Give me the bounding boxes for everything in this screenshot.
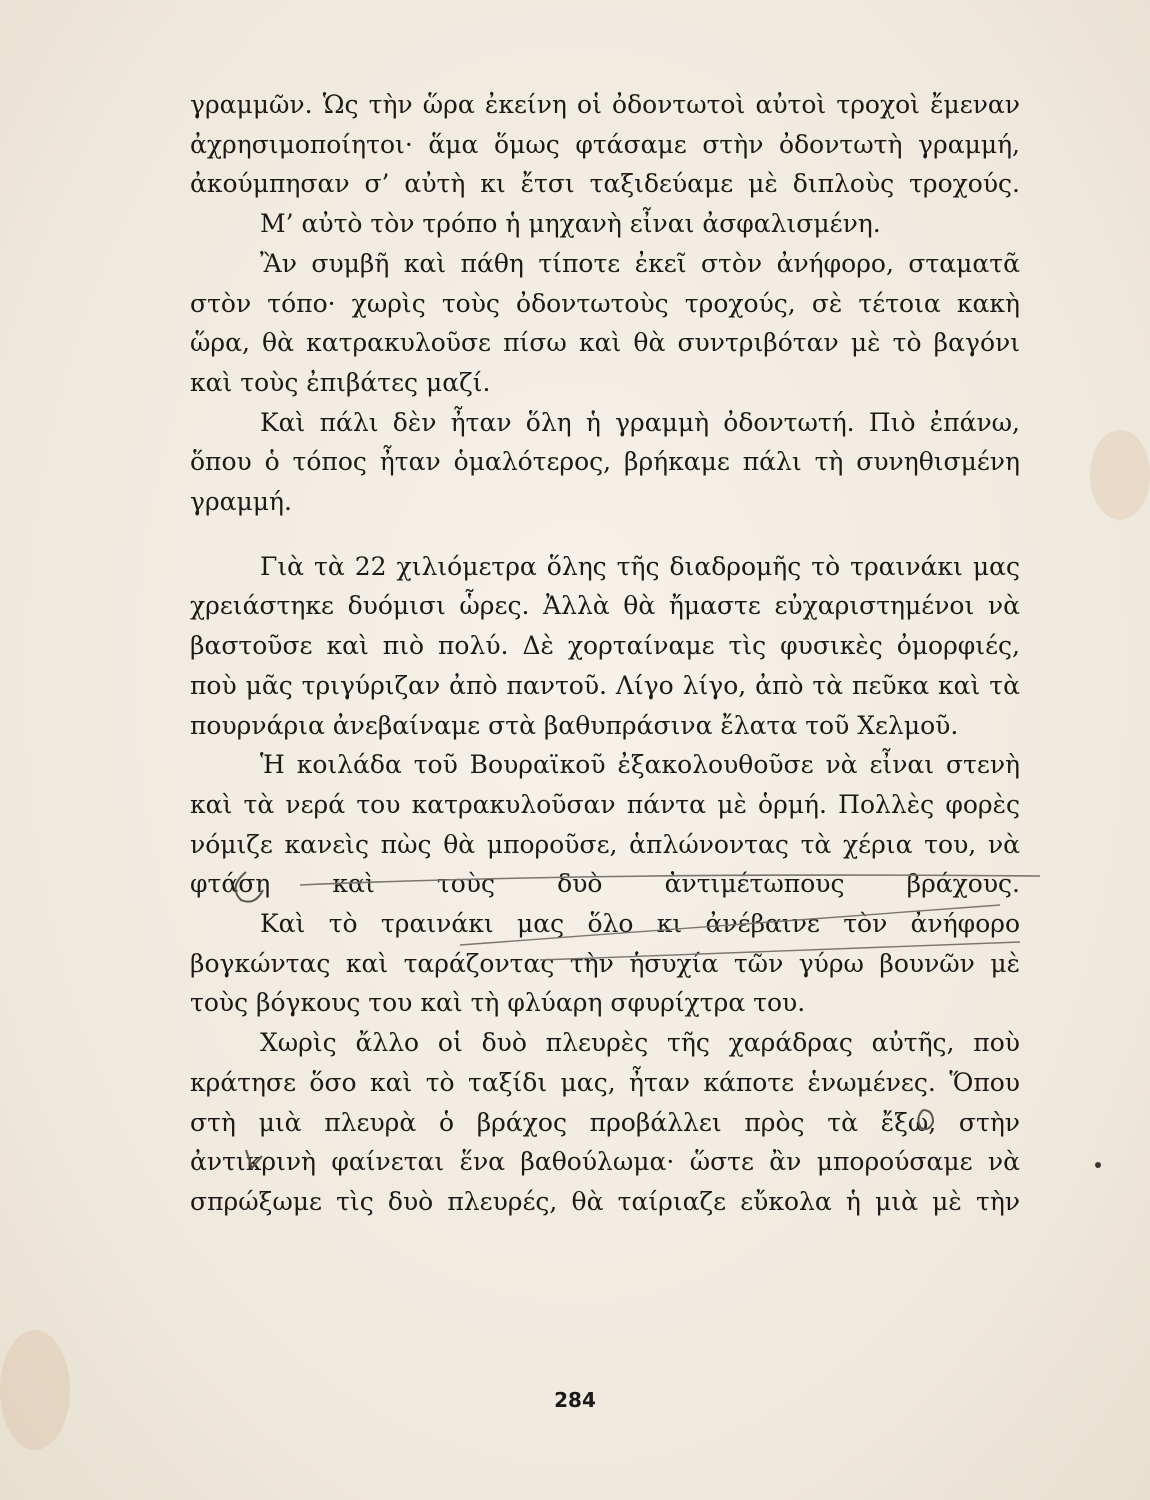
text-column bbox=[190, 85, 1020, 1222]
paragraph: Καὶ τὸ τραινάκι μας ὅλο κι ἀνέβαινε τὸν ἀνήφορο βογκώντας καὶ ταράζοντας τὴν ἡσυχία τῶν γύρω βουνῶν μὲ τοὺς βόγκους του καὶ τὴ φλύαρη σφυρίχτρα του. bbox=[190, 909, 1020, 1018]
paragraph: γραμμῶν. Ὡς τὴν ὥρα ἐκείνη οἱ ὀδοντωτοὶ αὐτοὶ τροχοὶ ἔμεναν ἀχρησιμοποίητοι· ἅμα ὅμως φτάσαμε στὴν ὀδοντωτὴ γραμμή, ἀκούμπησαν σ’ αὐτὴ κι ἔτσι ταξιδεύαμε μὲ διπλοὺς τροχούς. bbox=[190, 90, 1020, 199]
paragraph: Ἡ κοιλάδα τοῦ Βουραϊκοῦ ἐξακολουθοῦσε νὰ εἶναι στενὴ καὶ τὰ νερά του κατρακυλοῦσαν πάντα μὲ ὁρμή. Πολλὲς φορὲς νόμιζε κανεὶς πὼς θὰ μποροῦσε, ἁπλώνοντας τὰ χέρια του, νὰ φτάση καὶ τοὺς δυὸ ἀντιμέτωπους βράχους. bbox=[190, 750, 1020, 899]
paragraph: Μ’ αὐτὸ τὸν τρόπο ἡ μηχανὴ εἶναι ἀσφαλισμένη. bbox=[260, 209, 881, 239]
paragraph-gap bbox=[190, 522, 1020, 547]
paragraph: Γιὰ τὰ 22 χιλιόμετρα ὅλης τῆς διαδρομῆς τὸ τραινάκι μας χρειάστηκε δυόμισι ὧρες. Ἀλλὰ θὰ ἤμαστε εὐχαριστημένοι νὰ βαστοῦσε καὶ πιὸ πολύ. Δὲ χορταίναμε τὶς φυσικὲς ὀμορφιές, ποὺ μᾶς τριγύριζαν ἀπὸ παντοῦ. Λίγο λίγο, ἀπὸ τὰ πεῦκα καὶ τὰ πουρνάρια ἀνεβαίναμε στὰ βαθυπράσινα ἔλατα τοῦ Χελμοῦ. bbox=[190, 551, 1020, 740]
paragraph: Καὶ πάλι δὲν ἦταν ὅλη ἡ γραμμὴ ὀδοντωτή. Πιὸ ἐπάνω, ὅπου ὁ τόπος ἦταν ὁμαλότερος, βρήκαμε πάλι τὴ συνηθισμένη γραμμή. bbox=[190, 407, 1020, 517]
paragraph: Χωρὶς ἄλλο οἱ δυὸ πλευρὲς τῆς χαράδρας αὐτῆς, ποὺ κράτησε ὅσο καὶ τὸ ταξίδι μας, ἦταν κάποτε ἑνωμένες. Ὅπου στὴ μιὰ πλευρὰ ὁ βράχος προβάλλει πρὸς τὰ ἔξω, στὴν ἀντικρινὴ φαίνεται ἕνα βαθούλωμα· ὥστε ἂν μπορούσαμε νὰ σπρώξωμε τὶς δυὸ πλευρές, θὰ ταίριαζε εὔκολα ἡ μιὰ μὲ τὴν bbox=[190, 1028, 1020, 1216]
page-number: 284 bbox=[554, 1388, 596, 1412]
paper-stain bbox=[1090, 430, 1150, 520]
paragraph: Ἂν συμβῆ καὶ πάθη τίποτε ἐκεῖ στὸν ἀνήφορο, σταματᾶ στὸν τόπο· χωρὶς τοὺς ὀδοντωτοὺς τροχούς, σὲ τέτοια κακὴ ὥρα, θὰ κατρακυλοῦσε πίσω καὶ θὰ συντριβόταν μὲ τὸ βαγόνι καὶ τοὺς ἐπιβάτες μαζί. bbox=[190, 248, 1020, 397]
pencil-dot bbox=[1095, 1162, 1101, 1168]
